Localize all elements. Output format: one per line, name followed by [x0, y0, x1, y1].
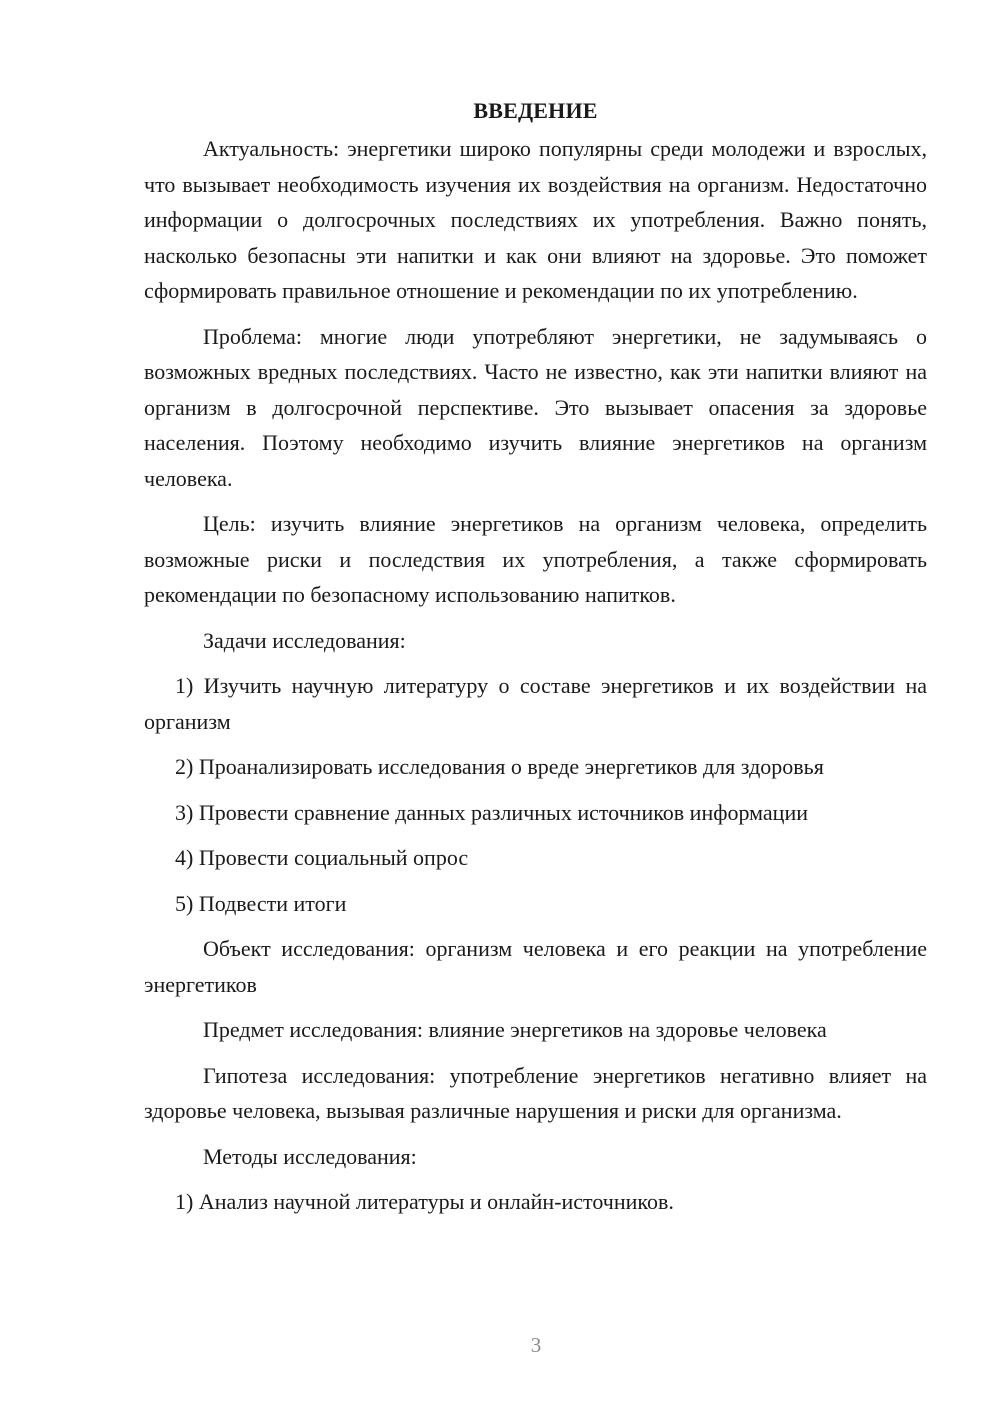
paragraph-object: Объект исследования: организм человека и его реакции на употребление энергетиков	[144, 936, 927, 997]
paragraph-hypothesis: Гипотеза исследования: употребление энергетиков негативно влияет на здоровье человека, вызывая различные нарушения и риски для организма.	[144, 1062, 927, 1123]
paragraph-subject: Предмет исследования: влияние энергетиков на здоровье человека	[203, 1017, 827, 1042]
tasks-heading: Задачи исследования:	[203, 627, 406, 653]
section-title: ВВЕДЕНИЕ	[473, 98, 598, 123]
paragraph-relevance: Актуальность: энергетики широко популярны среди молодежи и взрослых, что вызывает необходимость изучения их воздействия на организм. Недостаточно информации о долгосрочных последствиях их употребления. Важно понять, насколько безопасны эти напитки и как они влияют на здоровье. Это поможет сформировать правильное отношение и рекомендации по их употреблению.	[144, 136, 927, 303]
page-content	[144, 93, 927, 1220]
task-item: 4) Провести социальный опрос	[175, 845, 469, 870]
paragraph-problem: Проблема: многие люди употребляют энергетики, не задумываясь о возможных вредных последствиях. Часто не известно, как эти напитки влияют на организм в долгосрочной перспективе. Это вызывает опасения за здоровье населения. Поэтому необходимо изучить влияние энергетиков на организм человека.	[144, 323, 927, 491]
method-item: 1) Анализ научной литературы и онлайн-источников.	[175, 1189, 674, 1214]
page-number: 3	[530, 1333, 542, 1357]
task-item: 2) Проанализировать исследования о вреде энергетиков для здоровья	[175, 754, 824, 779]
paragraph-goal: Цель: изучить влияние энергетиков на организм человека, определить возможные риски и последствия их употребления, а также сформировать рекомендации по безопасному использованию напитков.	[144, 511, 927, 607]
task-item: 3) Провести сравнение данных различных источников информации	[175, 799, 809, 825]
task-item: 5) Подвести итоги	[175, 890, 347, 916]
task-item: 1) Изучить научную литературу о составе энергетиков и их воздействии на организм	[144, 673, 927, 734]
methods-heading: Методы исследования:	[203, 1143, 417, 1169]
